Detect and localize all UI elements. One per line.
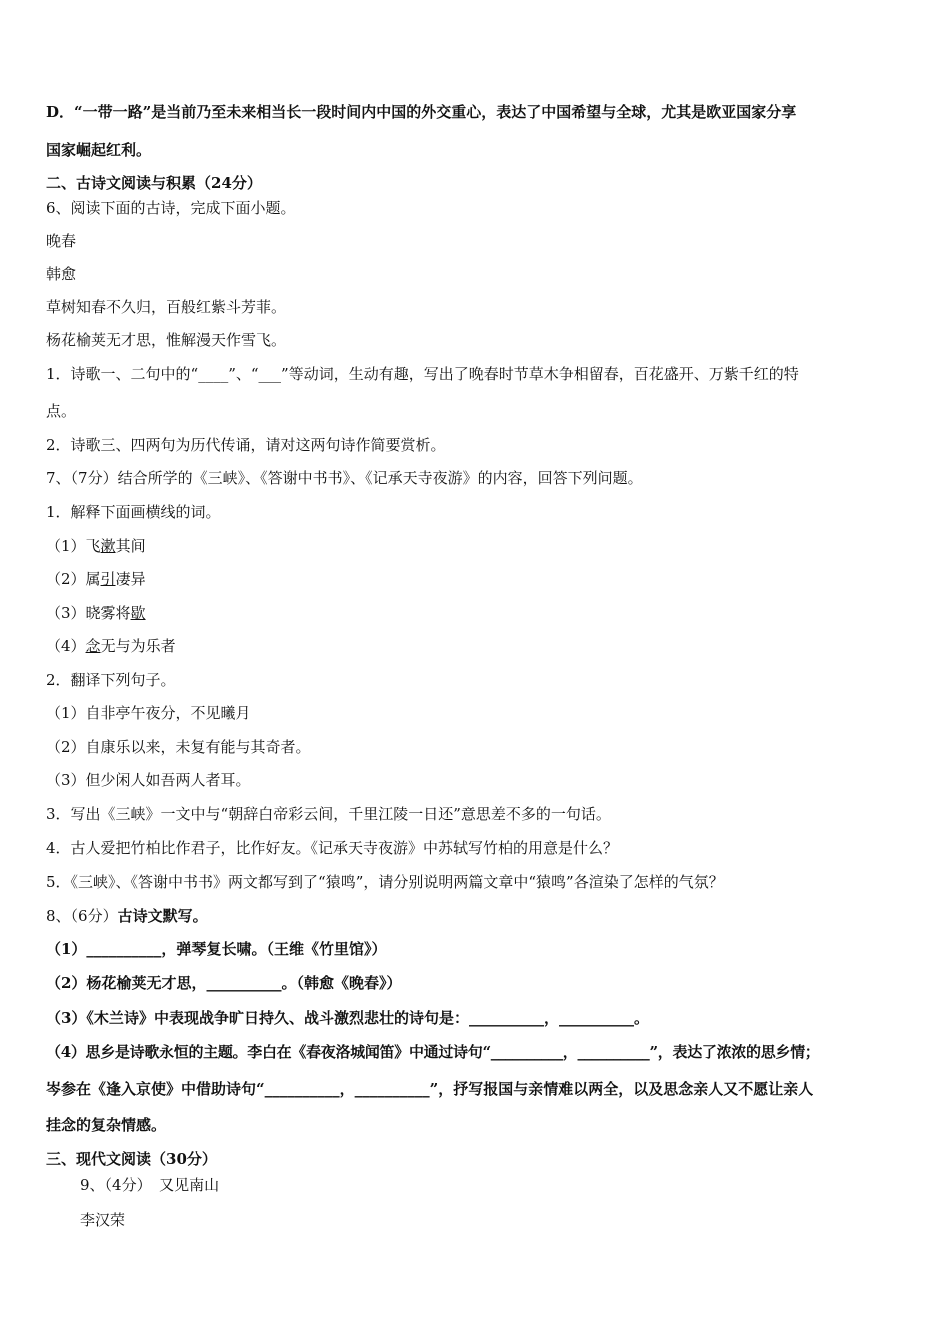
underlined-word: 引 bbox=[100, 570, 116, 588]
q7-translate1: （1）自非亭午夜分，不见曦月 bbox=[46, 704, 251, 722]
option-d-line1: D．“一带一路”是当前乃至未来相当长一段时间内中国的外交重心，表达了中国希望与全球，尤其是欧亚国家分享 bbox=[46, 103, 797, 121]
q6-sub1-line2: 点。 bbox=[46, 402, 77, 420]
q8-dictation4-line1: （4）思乡是诗歌永恒的主题。李白在《春夜洛城闻笛》中通过诗句“__________，__________”，表达了浓浓的思乡情； bbox=[46, 1043, 820, 1061]
q9-title: 9、（4分） 又见南山 bbox=[80, 1176, 220, 1194]
underlined-word: 漱 bbox=[100, 537, 116, 555]
q6-sub1-line1: 1．诗歌一、二句中的“____”、“___”等动词，生动有趣，写出了晚春时节草木争相留春，百花盛开、万紫千红的特 bbox=[46, 365, 799, 383]
q7-sub4: 4．古人爱把竹柏比作君子，比作好友。《记承天寺夜游》中苏轼写竹柏的用意是什么？ bbox=[46, 839, 619, 857]
q6-stem: 6、阅读下面的古诗，完成下面小题。 bbox=[46, 199, 296, 217]
q8-dictation4-line2: 岑参在《逢入京使》中借助诗句“__________，__________”，抒写报国与亲情难以两全，以及思念亲人又不愿让亲人 bbox=[46, 1080, 814, 1098]
q8-dictation2: （2）杨花榆荚无才思，__________。（韩愈《晚春》） bbox=[46, 974, 402, 992]
q7-word4: （4）念无与为乐者 bbox=[46, 637, 176, 655]
underlined-word: 念 bbox=[85, 637, 101, 655]
poem-author: 韩愈 bbox=[46, 265, 77, 283]
q7-stem: 7、（7分）结合所学的《三峡》、《答谢中书书》、《记承天寺夜游》的内容，回答下列问题。 bbox=[46, 469, 643, 487]
q7-word3: （3）晓雾将歇 bbox=[46, 604, 146, 622]
section2-heading: 二、古诗文阅读与积累（24分） bbox=[46, 174, 262, 192]
q6-sub2: 2．诗歌三、四两句为历代传诵，请对这两句诗作简要赏析。 bbox=[46, 436, 446, 454]
q8-dictation1: （1）__________，弹琴复长啸。（王维《竹里馆》） bbox=[46, 940, 387, 958]
poem-line2: 杨花榆荚无才思，惟解漫天作雪飞。 bbox=[46, 331, 287, 349]
q7-word2: （2）属引凄异 bbox=[46, 570, 146, 588]
underlined-word: 歇 bbox=[130, 604, 146, 622]
q7-translate3: （3）但少闲人如吾两人者耳。 bbox=[46, 771, 251, 789]
poem-line1: 草树知春不久归，百般红紫斗芳菲。 bbox=[46, 298, 287, 316]
q7-sub1: 1．解释下面画横线的词。 bbox=[46, 503, 221, 521]
q7-sub2: 2．翻译下列句子。 bbox=[46, 671, 176, 689]
q7-sub5: 5．《三峡》、《答谢中书书》两文都写到了“猿鸣”，请分别说明两篇文章中“猿鸣”各渲染了怎样的气氛？ bbox=[46, 873, 724, 891]
section3-heading: 三、现代文阅读（30分） bbox=[46, 1150, 217, 1168]
option-d-line2: 国家崛起红利。 bbox=[46, 141, 152, 159]
q8-stem: 8、（6分）古诗文默写。 bbox=[46, 907, 208, 925]
q7-sub3: 3．写出《三峡》一文中与“朝辞白帝彩云间，千里江陵一日还”意思差不多的一句话。 bbox=[46, 805, 611, 823]
poem-title: 晚春 bbox=[46, 232, 77, 250]
q7-word1: （1）飞漱其间 bbox=[46, 537, 146, 555]
q8-dictation3: （3）《木兰诗》中表现战争旷日持久、战斗激烈悲壮的诗句是：__________，__________。 bbox=[46, 1009, 649, 1027]
article-author: 李汉荣 bbox=[80, 1211, 126, 1229]
q7-translate2: （2）自康乐以来，未复有能与其奇者。 bbox=[46, 738, 311, 756]
q8-dictation4-line3: 挂念的复杂情感。 bbox=[46, 1116, 167, 1134]
